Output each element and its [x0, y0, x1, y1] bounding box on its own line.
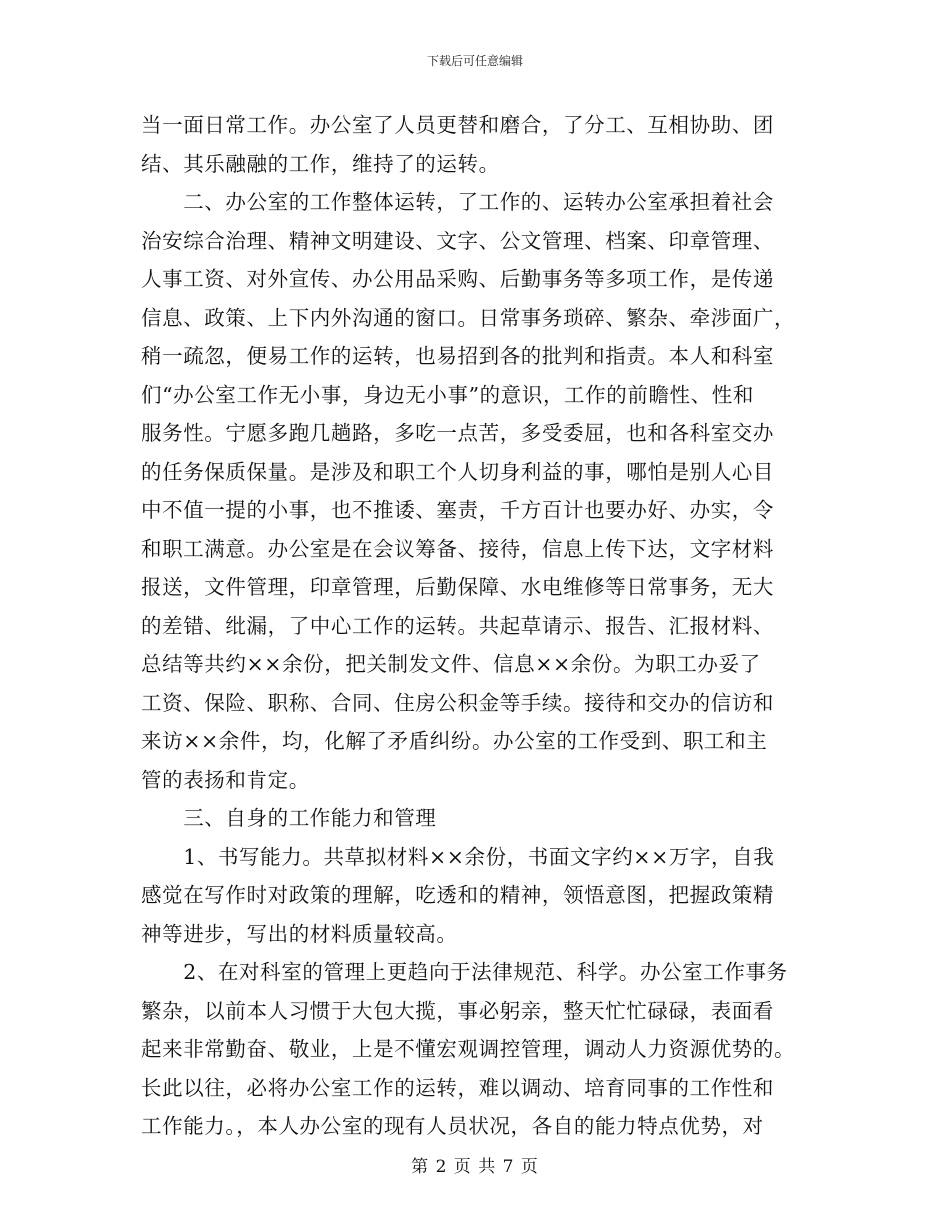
body-text-line: 感觉在写作时对政策的理解，吃透和的精神，领悟意图，把握政策精: [141, 883, 774, 907]
body-text-line: 和职工满意。办公室是在会议筹备、接待，信息上传下达，文字材料: [141, 536, 774, 561]
body-text-line: 中不值一提的小事，也不推诿、塞责，千方百计也要办好、办实，令: [141, 498, 774, 522]
body-text-line: 二、办公室的工作整体运转，了工作的、运转办公室承担着社会: [141, 190, 774, 214]
body-text-line: 治安综合治理、精神文明建设、文字、公文管理、档案、印章管理、: [141, 228, 774, 253]
body-text-line: 2、在对科室的管理上更趋向于法律规范、科学。办公室工作事务: [141, 960, 788, 984]
body-text-line: 人事工资、对外宣传、办公用品采购、后勤事务等多项工作，是传递: [141, 267, 774, 291]
body-text-line: 1、书写能力。共草拟材料××余份，书面文字约××万字，自我: [141, 844, 775, 869]
body-text-line: 神等进步，写出的材料质量较高。: [141, 921, 458, 946]
body-text-line: 工资、保险、职称、合同、住房公积金等手续。接待和交办的信访和: [141, 690, 774, 715]
body-text-line: 结、其乐融融的工作，维持了的运转。: [141, 151, 500, 176]
body-text-line: 的任务保质保量。是涉及和职工个人切身利益的事，哪怕是别人心目: [141, 459, 774, 484]
body-text-line: 长此以往，必将办公室工作的运转，难以调动、培育同事的工作性和: [141, 1075, 774, 1100]
body-text-line: 服务性。宁愿多跑几趟路，多吃一点苦，多受委屈，也和各科室交办: [141, 421, 774, 445]
body-text-line: 管的表扬和肯定。: [141, 767, 310, 792]
body-text-line: 报送，文件管理，印章管理，后勤保障、水电维修等日常事务，无大: [141, 575, 774, 599]
body-text-line: 总结等共约××余份，把关制发文件、信息××余份。为职工办妥了: [141, 652, 761, 676]
body-text-line: 三、自身的工作能力和管理: [141, 806, 437, 830]
document-body: [141, 106, 805, 1146]
body-text-line: 们“办公室工作无小事，身边无小事”的意识，工作的前瞻性、性和: [141, 382, 754, 407]
body-text-line: 繁杂，以前本人习惯于大包大揽，事必躬亲，整天忙忙碌碌，表面看: [141, 998, 774, 1023]
page-header: 下载后可任意编辑: [426, 54, 523, 68]
body-text-line: 来访××余件，均，化解了矛盾纠纷。办公室的工作受到、职工和主: [141, 729, 768, 753]
body-text-line: 的差错、纰漏，了中心工作的运转。共起草请示、报告、汇报材料、: [141, 613, 774, 638]
body-text-line: 工作能力。，本人办公室的现有人员状况，各自的能力特点优势，对: [141, 1114, 764, 1138]
body-text-line: 当一面日常工作。办公室了人员更替和磨合，了分工、互相协助、团: [141, 113, 774, 137]
body-text-line: 信息、政策、上下内外沟通的窗口。日常事务琐碎、繁杂、牵涉面广，: [141, 305, 796, 330]
body-text-line: 稍一疏忽，便易工作的运转，也易招到各的批判和指责。本人和科室: [141, 344, 774, 368]
body-text-line: 起来非常勤奋、敬业，上是不懂宏观调控管理，调动人力资源优势的。: [141, 1037, 796, 1061]
page-footer: 第 2 页 共 7 页: [411, 1157, 539, 1177]
